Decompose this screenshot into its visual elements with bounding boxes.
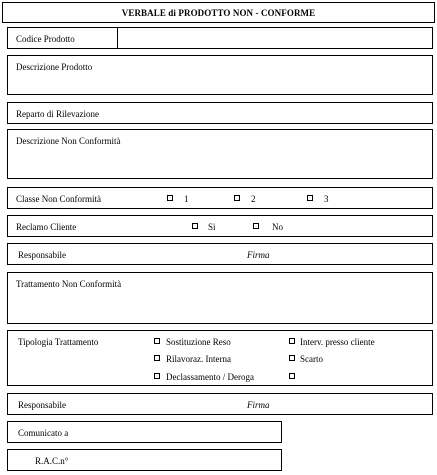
rac-label: R.A.C.n° — [35, 456, 69, 466]
classe-non-conformita-label: Classe Non Conformità — [16, 194, 101, 204]
reclamo-cliente-label: Reclamo Cliente — [16, 222, 77, 232]
codice-prodotto-field[interactable] — [117, 27, 433, 49]
reparto-rilevazione-label: Reparto di Rilevazione — [16, 109, 99, 119]
classe-2-checkbox[interactable] — [234, 195, 240, 201]
altro-checkbox[interactable] — [289, 373, 295, 379]
scarto-checkbox[interactable] — [289, 355, 295, 361]
descrizione-non-conformita-label: Descrizione Non Conformità — [16, 136, 121, 146]
reclamo-no-checkbox[interactable] — [253, 223, 259, 229]
rac-field[interactable] — [7, 449, 282, 471]
codice-prodotto-label-box — [7, 27, 118, 49]
classe-1-checkbox[interactable] — [167, 195, 173, 201]
comunicato-a-label: Comunicato a — [18, 428, 69, 438]
rilavorazione-interna-checkbox[interactable] — [154, 355, 160, 361]
rilavorazione-interna-label: Rilavoraz. Interna — [166, 354, 231, 364]
sostituzione-reso-checkbox[interactable] — [154, 338, 160, 344]
classe-3-checkbox[interactable] — [307, 195, 313, 201]
scarto-label: Scarto — [300, 354, 323, 364]
descrizione-non-conformita-field[interactable] — [7, 129, 433, 179]
classe-1-label: 1 — [184, 194, 189, 204]
reclamo-cliente-row — [7, 215, 433, 237]
codice-prodotto-label: Codice Prodotto — [16, 34, 75, 44]
declassamento-deroga-label: Declassamento / Deroga — [166, 372, 254, 382]
responsabile-row-1 — [7, 243, 433, 265]
descrizione-prodotto-field[interactable] — [7, 55, 433, 95]
firma-label: Firma — [247, 250, 270, 260]
classe-3-label: 3 — [324, 194, 329, 204]
trattamento-non-conformita-field[interactable] — [7, 272, 433, 324]
firma-label: Firma — [247, 400, 270, 410]
responsabile-row-2 — [7, 393, 433, 415]
reclamo-si-label: Si — [208, 222, 216, 232]
tipologia-trattamento-label: Tipologia Trattamento — [18, 337, 99, 347]
responsabile-label: Responsabile — [18, 250, 66, 260]
tipologia-trattamento-row — [7, 330, 433, 386]
responsabile-label: Responsabile — [18, 400, 66, 410]
reparto-rilevazione-field[interactable] — [7, 102, 433, 124]
form-title: VERBALE di PRODOTTO NON - CONFORME — [121, 8, 316, 18]
classe-2-label: 2 — [251, 194, 256, 204]
reclamo-si-checkbox[interactable] — [192, 223, 198, 229]
descrizione-prodotto-label: Descrizione Prodotto — [16, 62, 93, 72]
sostituzione-reso-label: Sostituzione Reso — [166, 337, 231, 347]
intervento-cliente-label: Interv. presso cliente — [300, 337, 375, 347]
declassamento-deroga-checkbox[interactable] — [154, 373, 160, 379]
reclamo-no-label: No — [272, 222, 283, 232]
comunicato-a-field[interactable] — [7, 421, 282, 443]
trattamento-non-conformita-label: Trattamento Non Conformità — [16, 279, 122, 289]
intervento-cliente-checkbox[interactable] — [289, 338, 295, 344]
classe-non-conformita-row — [7, 187, 433, 209]
form-title-box — [2, 2, 435, 23]
